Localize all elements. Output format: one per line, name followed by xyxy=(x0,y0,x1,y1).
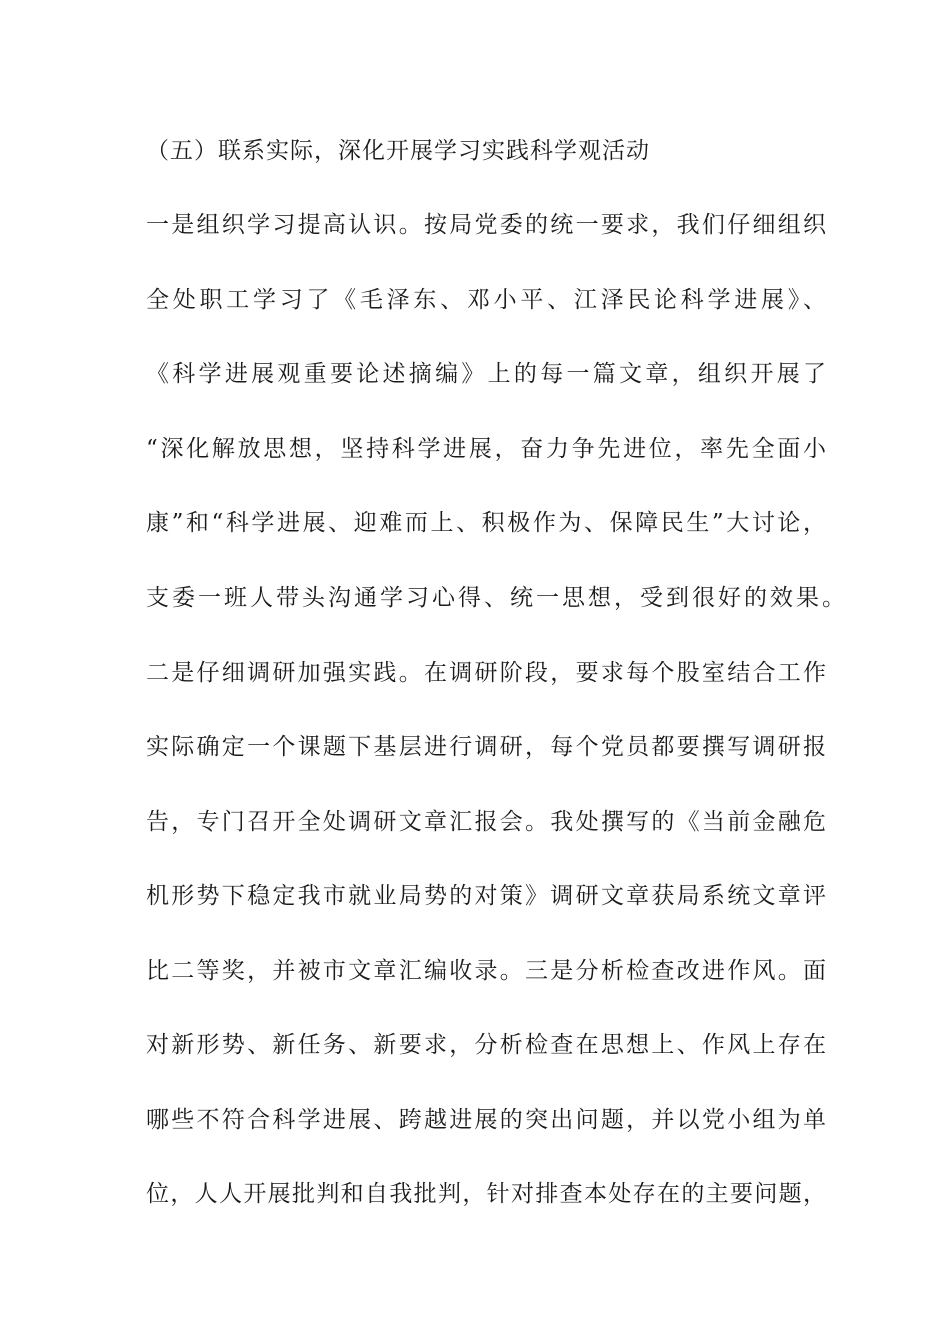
paragraph-line: 一是组织学习提高认识。按局党委的统一要求，我们仔细组织 xyxy=(146,212,826,238)
paragraph-line: 二是仔细调研加强实践。在调研阶段，要求每个股室结合工作 xyxy=(146,660,826,686)
paragraph-line: 哪些不符合科学进展、跨越进展的突出问题，并以党小组为单 xyxy=(146,1107,826,1133)
section-heading: （五）联系实际，深化开展学习实践科学观活动 xyxy=(146,138,650,164)
paragraph-line: 实际确定一个课题下基层进行调研，每个党员都要撰写调研报 xyxy=(146,734,826,760)
paragraph-line: 支委一班人带头沟通学习心得、统一思想，受到很好的效果。 xyxy=(146,585,848,611)
paragraph-line: 对新形势、新任务、新要求，分析检查在思想上、作风上存在 xyxy=(146,1032,826,1058)
paragraph-line: 全处职工学习了《毛泽东、邓小平、江泽民论科学进展》、 xyxy=(146,287,826,313)
paragraph-line: 康”和“科学进展、迎难而上、积极作为、保障民生”大讨论， xyxy=(146,510,826,536)
paragraph-line: 位，人人开展批判和自我批判，针对排查本处存在的主要问题， xyxy=(146,1181,826,1207)
paragraph-line: 比二等奖，并被市文章汇编收录。三是分析检查改进作风。面 xyxy=(146,958,826,984)
paragraph-line: “深化解放思想，坚持科学进展，奋力争先进位，率先全面小 xyxy=(146,436,826,462)
paragraph-line: 告，专门召开全处调研文章汇报会。我处撰写的《当前金融危 xyxy=(146,809,826,835)
paragraph-line: 《科学进展观重要论述摘编》上的每一篇文章，组织开展了 xyxy=(146,361,826,387)
paragraph-line: 机形势下稳定我市就业局势的对策》调研文章获局系统文章评 xyxy=(146,883,826,909)
